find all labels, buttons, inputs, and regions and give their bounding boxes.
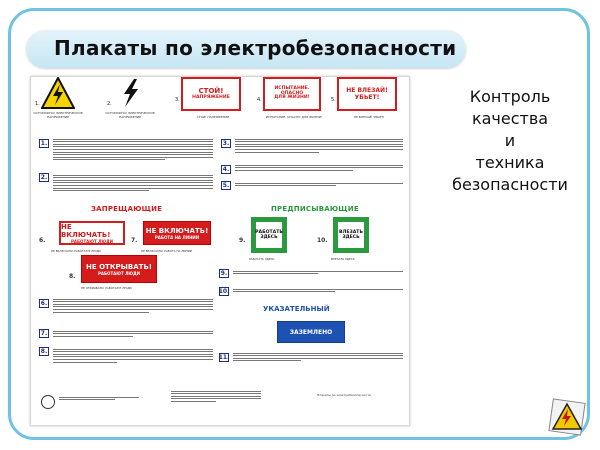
corner-warning-icon: [548, 398, 586, 436]
lightning-arrow-icon: [113, 77, 147, 109]
item-number-8: 8.: [40, 348, 48, 355]
side-caption-line-1: Контроль: [469, 87, 551, 106]
sign-10-text: ВЛЕЗАТЬ ЗДЕСЬ: [338, 222, 364, 248]
sign-1-caption: ОСТОРОЖНО! ЭЛЕКТРИЧЕСКОЕ НАПРЯЖЕНИЕ: [33, 111, 83, 119]
sign-4-caption: ИСПЫТАНИЕ. ОПАСНО ДЛЯ ЖИЗНИ!: [265, 115, 323, 119]
side-caption-line-3: и: [504, 131, 516, 150]
sign-9-caption: РАБОТАТЬ ЗДЕСЬ: [249, 257, 275, 261]
sign-5-line1: НЕ ВЛЕЗАЙ!: [346, 86, 388, 94]
sign-9-number: 9.: [239, 237, 246, 244]
side-caption-line-5: безопасности: [452, 175, 568, 194]
sign-6-line1: НЕ ВКЛЮЧАТЬ!: [61, 222, 111, 239]
sign-4-line3: ДЛЯ ЖИЗНИ!: [274, 95, 310, 101]
item-number-7: 7.: [40, 330, 48, 337]
sign-7-number: 7.: [131, 237, 138, 244]
sign-8-number: 8.: [69, 273, 76, 280]
text-block-3: [235, 137, 403, 161]
text-block-2: [53, 173, 213, 205]
item-number-11: 11.: [218, 354, 230, 361]
sign-2-caption: ОСТОРОЖНО! ЭЛЕКТРИЧЕСКОЕ НАПРЯЖЕНИЕ: [105, 111, 155, 119]
sign-2-number: 2.: [107, 101, 112, 107]
footer-center-text: [171, 389, 261, 411]
sign-5-line2: УБЬЕТ!: [354, 93, 380, 101]
high-voltage-triangle-icon: [41, 77, 75, 109]
item-number-1: 1.: [40, 140, 48, 147]
sign-6-caption: НЕ ВКЛЮЧАТЬ! РАБОТАЮТ ЛЮДИ: [51, 249, 101, 253]
sign-10: [333, 217, 369, 253]
item-number-4: 4.: [222, 166, 230, 173]
sign-1-number: 1.: [35, 101, 40, 107]
text-block-10: [233, 287, 403, 297]
sign-7-line1: НЕ ВКЛЮЧАТЬ!: [145, 226, 209, 235]
text-block-7: [53, 329, 213, 345]
text-block-8: [53, 347, 213, 377]
sign-5: [331, 77, 397, 119]
sign-6-number: 6.: [39, 237, 46, 244]
text-block-1: [53, 137, 213, 171]
sign-10-caption: ВЛЕЗАТЬ ЗДЕСЬ: [331, 257, 355, 261]
text-block-4: [235, 163, 403, 177]
sign-5-caption: НЕ ВЛЕЗАЙ! УБЬЕТ!: [353, 115, 385, 119]
sign-3: [175, 77, 241, 119]
publisher-logo-icon: [41, 395, 55, 409]
sign-3-number: 3.: [175, 97, 180, 103]
sign-5-number: 5.: [331, 97, 336, 103]
item-number-10: 10.: [218, 288, 230, 295]
sign-6: [59, 221, 125, 245]
sign-4-line1: ИСПЫТАНИЕ.: [274, 86, 310, 92]
sign-8-line2: РАБОТАЮТ ЛЮДИ: [97, 270, 141, 276]
item-number-3: 3.: [222, 140, 230, 147]
sign-6-line2: РАБОТАЮТ ЛЮДИ: [70, 238, 114, 244]
sign-7: [143, 221, 211, 245]
text-block-9: [233, 269, 403, 279]
footer-right-text: Плакаты по электробезопасности: [317, 393, 371, 397]
prohibiting-heading: ЗАПРЕЩАЮЩИЕ: [91, 205, 163, 213]
sign-8: [81, 255, 157, 283]
sign-11-text: ЗАЗЕМЛЕНО: [289, 328, 333, 336]
sign-8-caption: НЕ ОТКРЫВАТЬ! РАБОТАЮТ ЛЮДИ: [81, 286, 132, 290]
sign-9: [251, 217, 287, 253]
item-number-5: 5.: [222, 182, 230, 189]
safety-poster: [30, 76, 410, 426]
item-number-6: 6.: [40, 300, 48, 307]
sign-9-text: РАБОТАТЬ ЗДЕСЬ: [256, 222, 282, 248]
sign-8-line1: НЕ ОТКРЫВАТЬ!: [86, 262, 152, 271]
item-number-2: 2.: [40, 174, 48, 181]
indicative-heading: УКАЗАТЕЛЬНЫЙ: [263, 305, 330, 313]
sign-3-line2: НАПРЯЖЕНИЕ: [192, 94, 230, 100]
prescriptive-heading: ПРЕДПИСЫВАЮЩИЕ: [271, 205, 359, 213]
side-caption-line-2: качества: [471, 109, 549, 128]
sign-3-line1: СТОЙ!: [198, 86, 224, 95]
text-block-11: [233, 351, 403, 371]
item-number-9: 9.: [220, 270, 228, 277]
sign-1: [33, 77, 83, 119]
footer-left-text: [59, 395, 139, 405]
sign-3-caption: СТОЙ! НАПРЯЖЕНИЕ: [196, 115, 230, 119]
sign-11: [277, 321, 345, 343]
sign-4-number: 4.: [257, 97, 262, 103]
sign-7-caption: НЕ ВКЛЮЧАТЬ! РАБОТА НА ЛИНИИ: [141, 249, 192, 253]
sign-2: [105, 77, 155, 119]
sign-10-number: 10.: [317, 237, 328, 244]
sign-4: [257, 77, 323, 119]
side-caption-line-4: техника: [475, 153, 545, 172]
side-caption: [430, 86, 590, 196]
slide-title: Плакаты по электробезопасности: [54, 36, 457, 60]
sign-7-line2: РАБОТА НА ЛИНИИ: [154, 234, 200, 240]
text-block-5: [235, 181, 403, 191]
sign-4-line2: ОПАСНО: [280, 90, 304, 96]
text-block-6: [53, 297, 213, 327]
